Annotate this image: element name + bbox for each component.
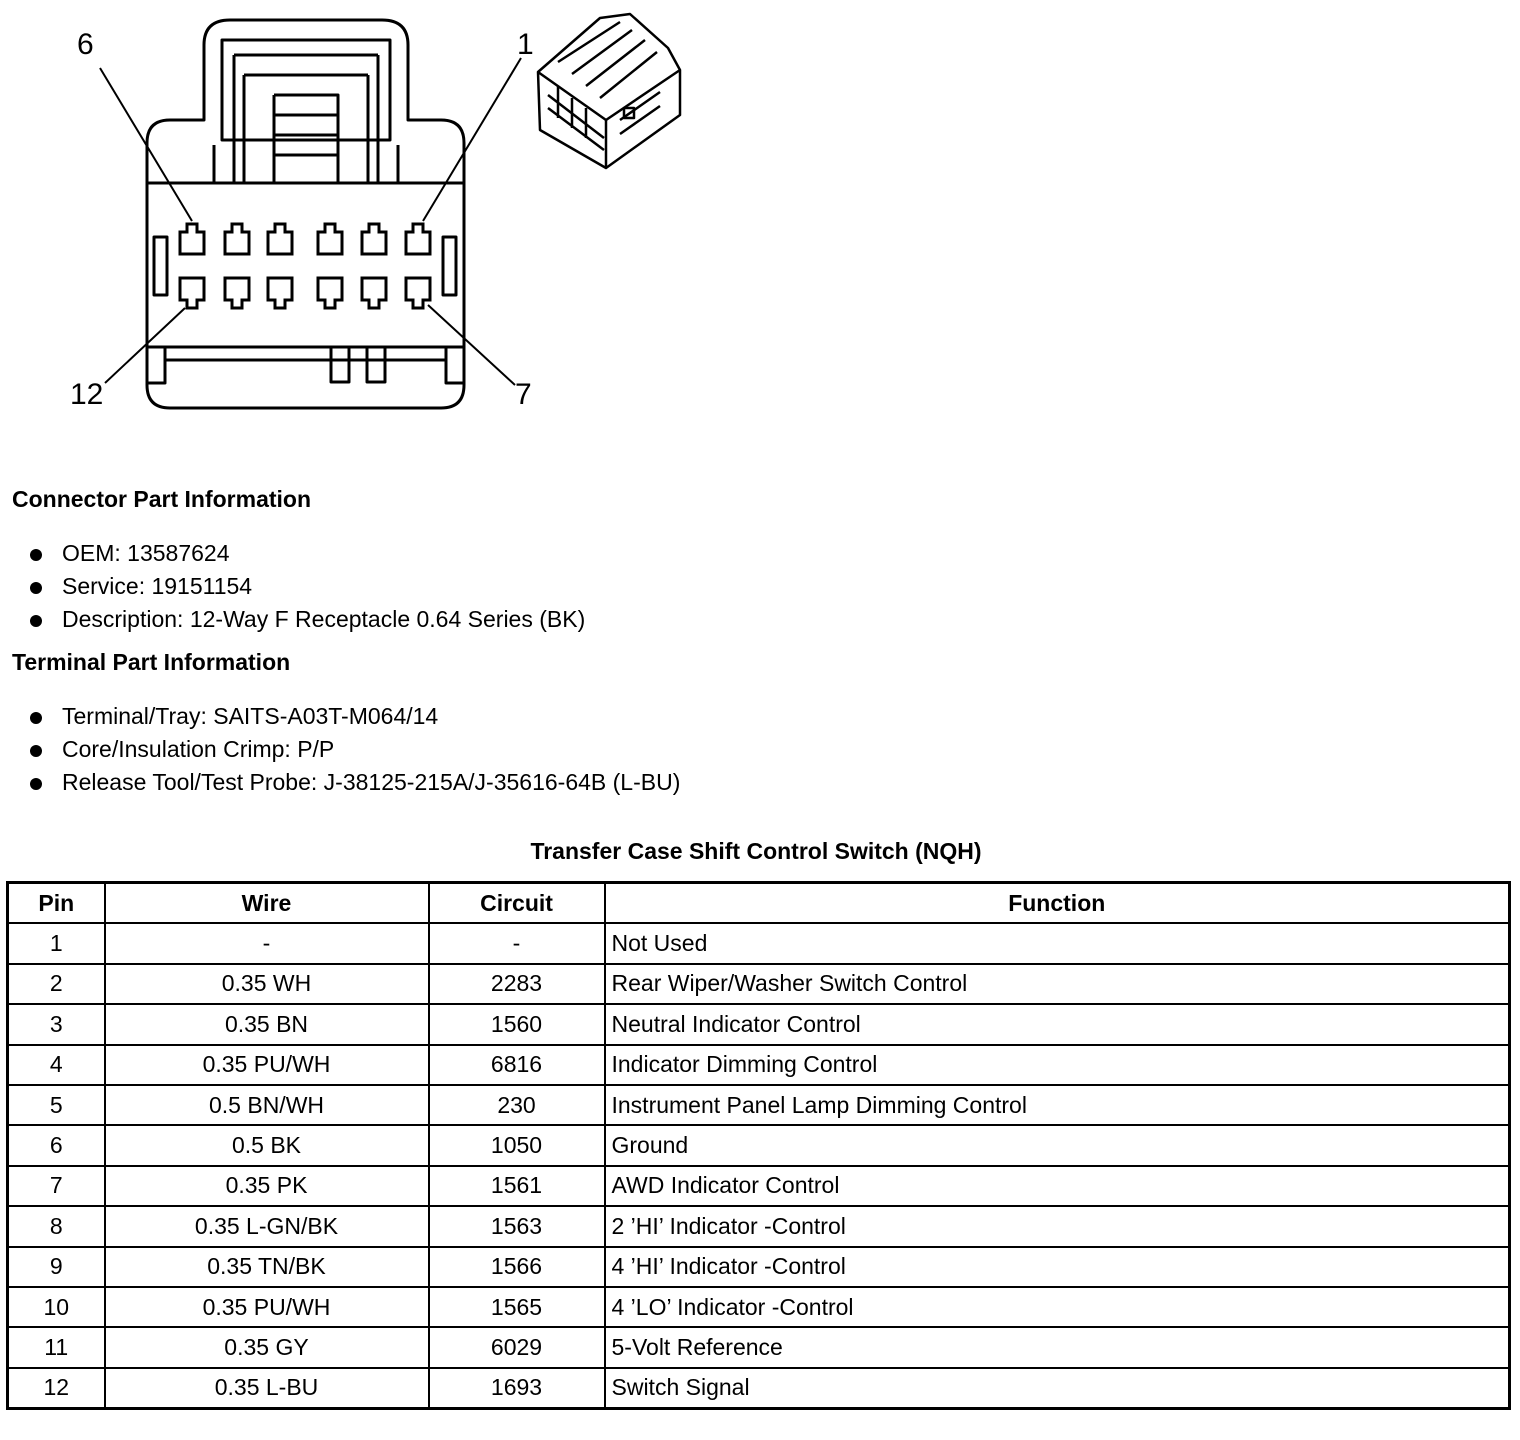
- cell-function: Rear Wiper/Washer Switch Control: [605, 964, 1510, 1004]
- cell-wire: 0.5 BK: [105, 1125, 429, 1165]
- cell-circuit: 1693: [429, 1368, 605, 1409]
- cell-pin: 2: [8, 964, 105, 1004]
- cell-wire: 0.35 L-BU: [105, 1368, 429, 1409]
- cell-circuit: 1560: [429, 1004, 605, 1044]
- cell-circuit: 1566: [429, 1247, 605, 1287]
- cell-wire: 0.35 PU/WH: [105, 1287, 429, 1327]
- pin-cavity-2: [362, 224, 386, 254]
- cell-function: Ground: [605, 1125, 1510, 1165]
- bullet-icon: [30, 549, 42, 561]
- cell-pin: 5: [8, 1085, 105, 1125]
- pin-cavity-8: [362, 278, 386, 308]
- cell-circuit: 1563: [429, 1206, 605, 1246]
- cell-function: 2 ’HI’ Indicator -Control: [605, 1206, 1510, 1246]
- pin-cavity-5: [225, 224, 249, 254]
- table-header-row: [8, 883, 1510, 924]
- cell-function: 4 ’HI’ Indicator -Control: [605, 1247, 1510, 1287]
- pin-cavity-9: [318, 278, 342, 308]
- cell-wire: 0.35 TN/BK: [105, 1247, 429, 1287]
- cell-pin: 6: [8, 1125, 105, 1165]
- connector-3d-sketch: [538, 14, 680, 168]
- connector-housing: [147, 20, 464, 408]
- pin-cavity-12: [180, 278, 204, 308]
- pin-cavity-7: [406, 278, 430, 308]
- pin-cavity-4: [268, 224, 292, 254]
- terminal-part-info-list: [30, 700, 680, 799]
- cell-function: Neutral Indicator Control: [605, 1004, 1510, 1044]
- connector-part-info-list: [30, 537, 585, 636]
- pin-cavity-6: [180, 224, 204, 254]
- side-key-right: [443, 237, 456, 295]
- table-row: [8, 1125, 1510, 1165]
- table-row: [8, 1045, 1510, 1085]
- table-row: [8, 1287, 1510, 1327]
- column-header-wire: Wire: [105, 883, 429, 924]
- cell-function: Not Used: [605, 923, 1510, 963]
- cell-circuit: 1565: [429, 1287, 605, 1327]
- list-item-text: Core/Insulation Crimp: P/P: [62, 736, 335, 762]
- table-row: [8, 1327, 1510, 1367]
- table-row: [8, 964, 1510, 1004]
- cell-wire: 0.35 GY: [105, 1327, 429, 1367]
- pin-cavity-1: [406, 224, 430, 254]
- cell-pin: 7: [8, 1166, 105, 1206]
- cell-pin: 1: [8, 923, 105, 963]
- cell-circuit: 6816: [429, 1045, 605, 1085]
- pin-cavity-3: [318, 224, 342, 254]
- cell-pin: 9: [8, 1247, 105, 1287]
- cell-wire: 0.5 BN/WH: [105, 1085, 429, 1125]
- bullet-icon: [30, 615, 42, 627]
- cell-circuit: 2283: [429, 964, 605, 1004]
- bullet-icon: [30, 745, 42, 757]
- table-row: [8, 1206, 1510, 1246]
- cell-wire: 0.35 BN: [105, 1004, 429, 1044]
- table-row: [8, 1247, 1510, 1287]
- cell-function: 4 ’LO’ Indicator -Control: [605, 1287, 1510, 1327]
- cell-circuit: 1561: [429, 1166, 605, 1206]
- list-item-text: OEM: 13587624: [62, 540, 230, 566]
- bullet-icon: [30, 582, 42, 594]
- cell-function: 5-Volt Reference: [605, 1327, 1510, 1367]
- table-row: [8, 923, 1510, 963]
- cell-pin: 12: [8, 1368, 105, 1409]
- bullet-icon: [30, 712, 42, 724]
- cell-circuit: -: [429, 923, 605, 963]
- cell-wire: 0.35 WH: [105, 964, 429, 1004]
- table-title: Transfer Case Shift Control Switch (NQH): [530, 838, 982, 864]
- cell-wire: 0.35 PK: [105, 1166, 429, 1206]
- cell-wire: 0.35 PU/WH: [105, 1045, 429, 1085]
- side-key-left: [154, 237, 167, 295]
- cell-pin: 3: [8, 1004, 105, 1044]
- cell-circuit: 6029: [429, 1327, 605, 1367]
- cell-circuit: 230: [429, 1085, 605, 1125]
- list-item: [30, 733, 680, 766]
- table-row: [8, 1166, 1510, 1206]
- pin-cavity-10: [268, 278, 292, 308]
- table-row: [8, 1368, 1510, 1409]
- list-item-text: Terminal/Tray: SAITS-A03T-M064/14: [62, 703, 439, 729]
- column-header-circuit: Circuit: [429, 883, 605, 924]
- cell-wire: 0.35 L-GN/BK: [105, 1206, 429, 1246]
- cell-function: Instrument Panel Lamp Dimming Control: [605, 1085, 1510, 1125]
- cell-pin: 10: [8, 1287, 105, 1327]
- terminal-part-info-title: Terminal Part Information: [12, 649, 291, 675]
- cell-pin: 4: [8, 1045, 105, 1085]
- table-row: [8, 1004, 1510, 1044]
- list-item: [30, 766, 680, 799]
- pin-label-7: 7: [515, 378, 532, 411]
- cell-pin: 8: [8, 1206, 105, 1246]
- leader-line-pin1: [423, 58, 521, 221]
- cell-circuit: 1050: [429, 1125, 605, 1165]
- list-item-text: Description: 12-Way F Receptacle 0.64 Series (BK): [62, 606, 586, 632]
- cell-function: Indicator Dimming Control: [605, 1045, 1510, 1085]
- pinout-table: [6, 881, 1511, 1410]
- list-item-text: Release Tool/Test Probe: J-38125-215A/J-35616-64B (L-BU): [62, 769, 681, 795]
- connector-part-info-title: Connector Part Information: [12, 486, 312, 512]
- list-item-text: Service: 19151154: [62, 573, 253, 599]
- list-item: [30, 570, 585, 603]
- leader-line-pin7: [428, 305, 515, 385]
- list-item: [30, 700, 680, 733]
- bottom-latch: [147, 347, 464, 383]
- cell-pin: 11: [8, 1327, 105, 1367]
- list-item: [30, 537, 585, 570]
- column-header-function: Function: [605, 883, 1510, 924]
- cell-wire: -: [105, 923, 429, 963]
- column-header-pin: Pin: [8, 883, 105, 924]
- cell-function: AWD Indicator Control: [605, 1166, 1510, 1206]
- list-item: [30, 603, 585, 636]
- pin-label-12: 12: [70, 378, 104, 411]
- pin-label-1: 1: [517, 28, 534, 61]
- pin-cavities: [180, 224, 430, 308]
- cell-function: Switch Signal: [605, 1368, 1510, 1409]
- table-row: [8, 1085, 1510, 1125]
- bullet-icon: [30, 778, 42, 790]
- pin-cavity-11: [225, 278, 249, 308]
- pin-label-6: 6: [77, 28, 94, 61]
- connector-diagram: [0, 0, 720, 430]
